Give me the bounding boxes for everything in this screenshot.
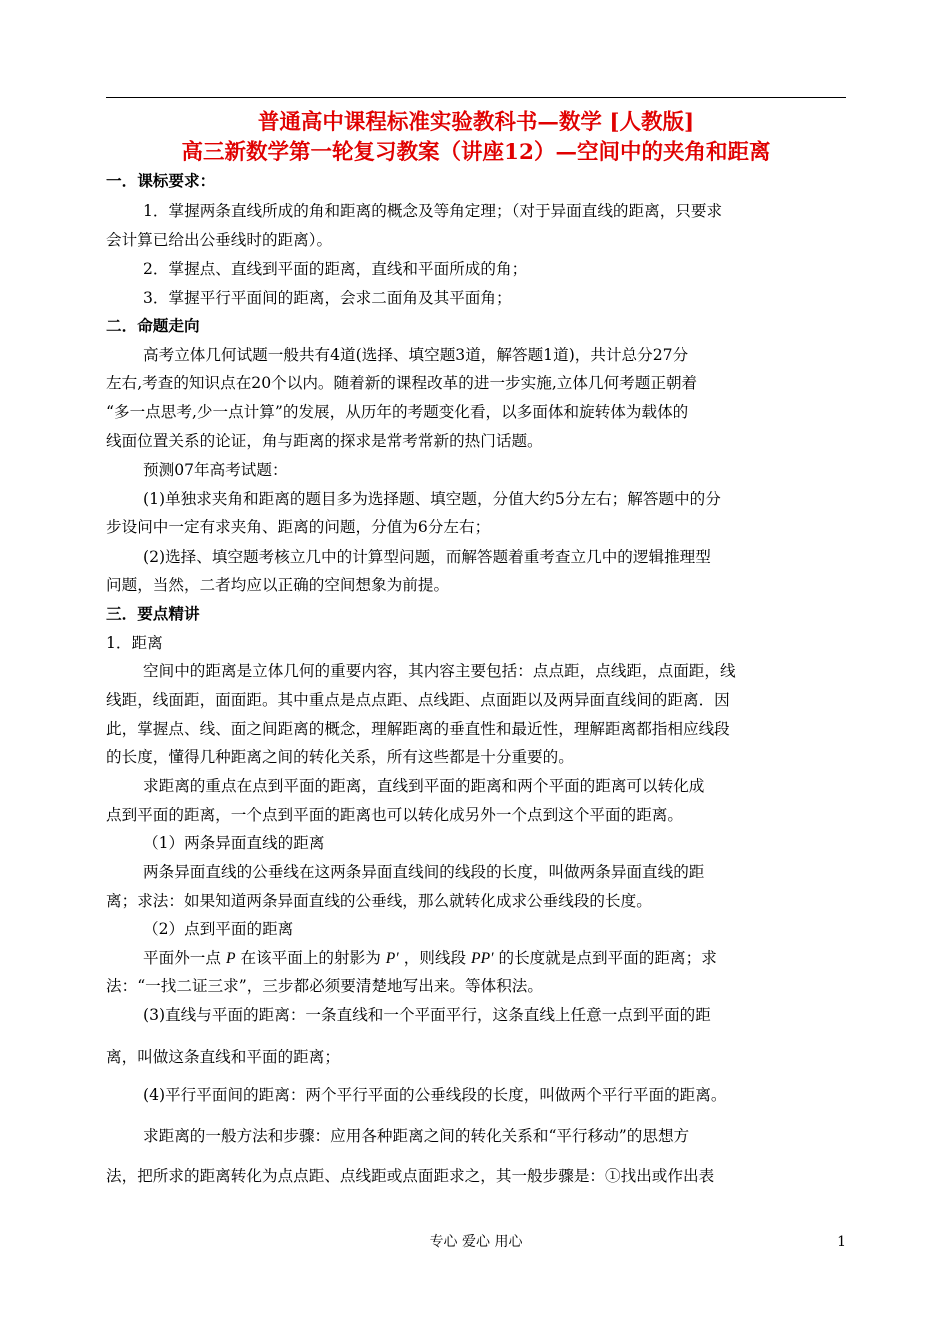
paragraph-line: 离；求法：如果知道两条异面直线的公垂线，那么就转化成求公垂线段的长度。 (106, 892, 652, 910)
paragraph-line: 会计算已给出公垂线时的距离）。 (106, 231, 333, 249)
item-heading: （2）点到平面的距离 (143, 920, 294, 938)
page-number: 1 (837, 1234, 846, 1250)
paragraph-line: 空间中的距离是立体几何的重要内容，其内容主要包括：点点距，点线距，点面距，线 (143, 662, 736, 680)
text-span: 在该平面上的射影为 (240, 949, 381, 967)
paragraph-line: (1)单独求夹角和距离的题目多为选择题、填空题，分值大约5分左右；解答题中的分 (143, 490, 721, 508)
paragraph-line: 步设问中一定有求夹角、距离的问题，分值为6分左右； (106, 518, 491, 536)
paragraph-line: 2．掌握点、直线到平面的距离，直线和平面所成的角； (143, 260, 528, 278)
paragraph-line: “多一点思考,少一点计算”的发展，从历年的考题变化看，以多面体和旋转体为载体的 (106, 403, 689, 421)
paragraph-line: 的长度，懂得几种距离之间的转化关系，所有这些都是十分重要的。 (106, 748, 574, 766)
paragraph-line: 问题，当然，二者均应以正确的空间想象为前提。 (106, 576, 450, 594)
math-symbol: P (225, 950, 236, 967)
paragraph-line: 线面位置关系的论证，角与距离的探求是常考常新的热门话题。 (106, 432, 543, 450)
paragraph-line: 线距，线面距，面面距。其中重点是点点距、点线距、点面距以及两异面直线间的距离．因 (106, 691, 730, 709)
section-heading-2: 二．命题走向 (106, 316, 200, 335)
paragraph-line: (2)选择、填空题考核立几中的计算型问题，而解答题着重考查立几中的逻辑推理型 (143, 548, 711, 566)
paragraph-line: 高考立体几何试题一般共有4道(选择、填空题3道，解答题1道)，共计总分27分 (143, 346, 689, 364)
section-heading-3: 三．要点精讲 (106, 604, 200, 623)
paragraph-line: 3．掌握平行平面间的距离，会求二面角及其平面角； (143, 289, 512, 307)
paragraph-line: 两条异面直线的公垂线在这两条异面直线间的线段的长度，叫做两条异面直线的距 (143, 863, 705, 881)
page-title-line2: 高三新数学第一轮复习教案（讲座12）—空间中的夹角和距离 (181, 140, 771, 165)
paragraph-line: 1．掌握两条直线所成的角和距离的概念及等角定理；（对于异面直线的距离，只要求 (143, 202, 723, 220)
paragraph-line: 点到平面的距离，一个点到平面的距离也可以转化成另外一个点到这个平面的距离。 (106, 806, 683, 824)
text-span: 平面外一点 (143, 949, 221, 967)
paragraph-line: (4)平行平面间的距离：两个平行平面的公垂线段的长度，叫做两个平行平面的距离。 (143, 1086, 727, 1104)
section-heading-1: 一．课标要求： (106, 171, 216, 190)
paragraph-line: 离，叫做这条直线和平面的距离； (106, 1048, 340, 1066)
item-heading: （1）两条异面直线的距离 (143, 834, 325, 852)
subsection-heading: 1．距离 (106, 634, 163, 652)
paragraph-line: (3)直线与平面的距离：一条直线和一个平面平行，这条直线上任意一点到平面的距 (143, 1006, 711, 1024)
header-rule (106, 97, 846, 98)
paragraph-line: 求距离的重点在点到平面的距离，直线到平面的距离和两个平面的距离可以转化成 (143, 777, 705, 795)
text-span: ，则线段 (403, 949, 467, 967)
paragraph-line: 此，掌握点、线、面之间距离的概念，理解距离的垂直性和最近性，理解距离都指相应线段 (106, 720, 730, 738)
footer-motto: 专心 爱心 用心 (429, 1234, 523, 1250)
paragraph-line: 求距离的一般方法和步骤：应用各种距离之间的转化关系和“平行移动”的思想方 (143, 1127, 690, 1145)
page-title-line1: 普通高中课程标准实验教科书—数学 [人教版] (257, 110, 695, 135)
math-symbol: P′ (385, 950, 399, 967)
paragraph-line-with-math (143, 947, 717, 970)
paragraph-line: 左右,考查的知识点在20个以内。随着新的课程改革的进一步实施,立体几何考题正朝着 (106, 374, 698, 392)
paragraph-line: 预测07年高考试题： (143, 461, 288, 479)
paragraph-line: 法，把所求的距离转化为点点距、点线距或点面距求之，其一般步骤是：①找出或作出表 (106, 1167, 715, 1185)
paragraph-line: 法：“一找二证三求”，三步都必须要清楚地写出来。等体积法。 (106, 977, 543, 995)
text-span: 的长度就是点到平面的距离；求 (498, 949, 717, 967)
math-symbol: PP′ (471, 950, 494, 967)
